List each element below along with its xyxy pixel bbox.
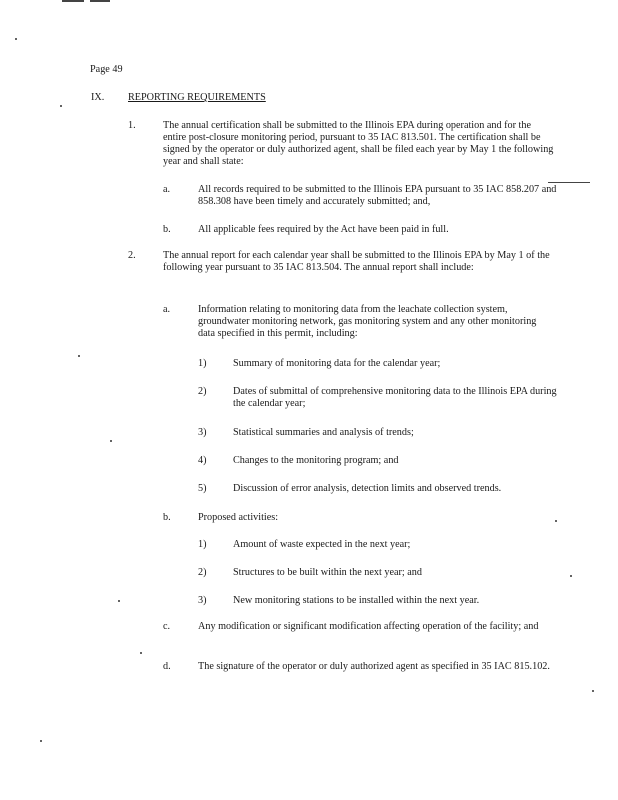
item-text: The annual certification shall be submitted to the Illinois EPA during operation and for the entire post-closure monitoring period, pursuant to 35 IAC 813.501. The certification shall be signed by the operator or duly authorized agent, shall be filed each year by May 1 the following year and shall state: [163, 120, 554, 167]
list-number: 3) [198, 595, 207, 606]
item-number: 1. [128, 120, 136, 131]
scan-speck [555, 520, 557, 522]
subitem-letter: d. [163, 661, 171, 672]
list-number: 3) [198, 427, 207, 438]
subitem-text: Any modification or significant modification affecting operation of the facility; and [198, 621, 539, 632]
subitem-text: The signature of the operator or duly authorized agent as specified in 35 IAC 815.102. [198, 661, 550, 672]
list-text: New monitoring stations to be installed within the next year. [233, 595, 480, 606]
list-text: Discussion of error analysis, detection limits and observed trends. [233, 483, 502, 494]
section-numeral: IX. [91, 92, 105, 103]
list-number: 1) [198, 539, 207, 550]
subitem-letter: b. [163, 224, 171, 235]
scan-speck [78, 355, 80, 357]
item-text: The annual report for each calendar year shall be submitted to the Illinois EPA by May 1 of the following year pursuant to 35 IAC 813.504. The annual report shall include: [163, 250, 550, 273]
list-number: 2) [198, 567, 207, 578]
scan-speck [60, 105, 62, 107]
scan-speck [15, 38, 17, 40]
page-number: Page 49 [90, 64, 123, 75]
scan-speck [118, 600, 120, 602]
scan-speck [110, 440, 112, 442]
scan-mark [548, 182, 590, 183]
list-text: Changes to the monitoring program; and [233, 455, 399, 466]
subitem-text: Information relating to monitoring data from the leachate collection system, groundwater monitoring network, gas monitoring system and any other monitoring data specified in this permit, including: [198, 304, 537, 339]
scan-speck [570, 575, 572, 577]
list-text: Statistical summaries and analysis of trends; [233, 427, 414, 438]
list-text: Dates of submittal of comprehensive monitoring data to the Illinois EPA during the calendar year; [233, 386, 557, 409]
subitem-letter: c. [163, 621, 171, 632]
item-number: 2. [128, 250, 136, 261]
subitem-text: All records required to be submitted to the Illinois EPA pursuant to 35 IAC 858.207 and 858.308 have been timely and accurately submitted; and, [198, 184, 557, 207]
scan-mark [90, 0, 110, 2]
scan-speck [592, 690, 594, 692]
list-number: 5) [198, 483, 207, 494]
list-number: 2) [198, 386, 207, 397]
list-number: 4) [198, 455, 207, 466]
scan-mark [62, 0, 84, 2]
scan-speck [140, 652, 142, 654]
scan-speck [40, 740, 42, 742]
list-text: Amount of waste expected in the next year; [233, 539, 411, 550]
list-text: Summary of monitoring data for the calendar year; [233, 358, 441, 369]
subitem-letter: a. [163, 184, 171, 195]
subitem-text: All applicable fees required by the Act have been paid in full. [198, 224, 449, 235]
list-text: Structures to be built within the next year; and [233, 567, 422, 578]
subitem-letter: a. [163, 304, 171, 315]
section-title: REPORTING REQUIREMENTS [128, 92, 266, 103]
list-number: 1) [198, 358, 207, 369]
subitem-letter: b. [163, 512, 171, 523]
subitem-text: Proposed activities: [198, 512, 279, 523]
